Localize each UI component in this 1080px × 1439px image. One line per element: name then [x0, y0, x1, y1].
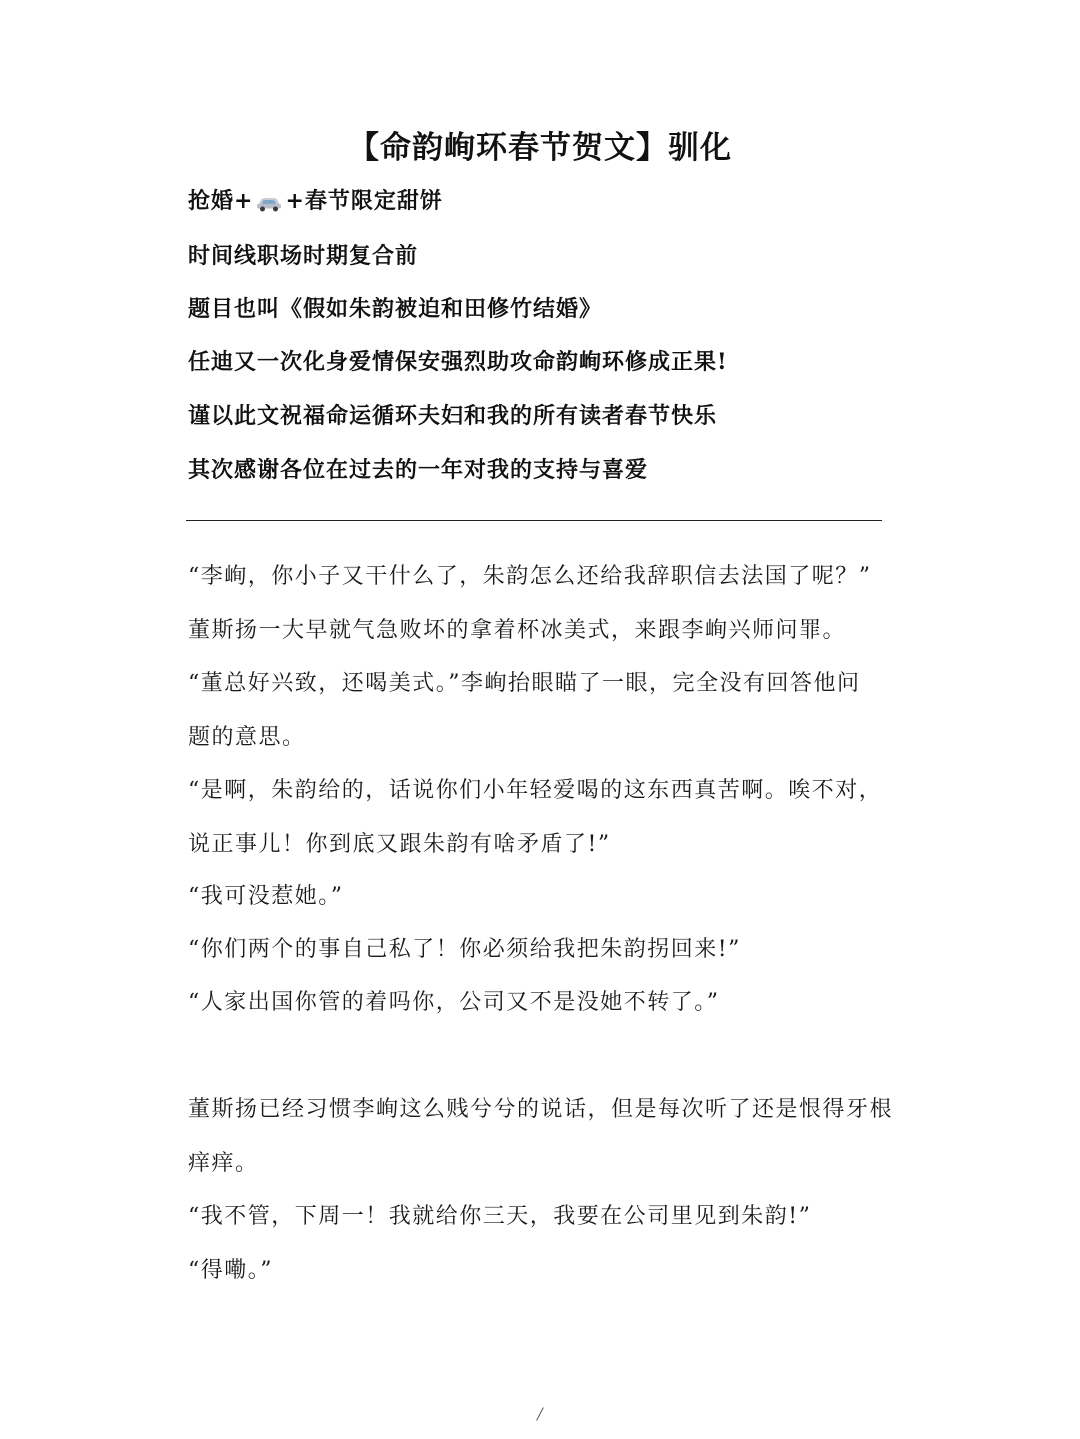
intro-line-3: 题目也叫《假如朱韵被迫和田修竹结婚》 — [188, 296, 603, 322]
body-line-12: “我不管，下周一！我就给你三天，我要在公司里见到朱韵!” — [188, 1204, 812, 1229]
intro-line-5: 谨以此文祝福命运循环夫妇和我的所有读者春节快乐 — [188, 403, 718, 429]
body-line-4: 题的意思。 — [188, 725, 306, 750]
body-line-7: “我可没惹她。” — [188, 884, 344, 909]
body-line-6: 说正事儿！你到底又跟朱韵有啥矛盾了!” — [188, 832, 611, 857]
intro-line-1 — [188, 186, 948, 220]
car-icon — [255, 190, 283, 220]
intro-line-1-prefix: 抢婚+ — [188, 188, 254, 214]
page-number: / — [537, 1404, 543, 1423]
body-line-2: 董斯扬一大早就气急败坏的拿着杯冰美式，来跟李峋兴师问罪。 — [188, 618, 847, 643]
body-line-1: “李峋，你小子又干什么了，朱韵怎么还给我辞职信去法国了呢？” — [188, 564, 872, 589]
body-line-10: 董斯扬已经习惯李峋这么贱兮兮的说话，但是每次听了还是恨得牙根 — [188, 1097, 894, 1122]
body-line-3: “董总好兴致，还喝美式。”李峋抬眼瞄了一眼，完全没有回答他问 — [188, 671, 861, 696]
intro-line-4: 任迪又一次化身爱情保安强烈助攻命韵峋环修成正果! — [188, 349, 728, 375]
article-title: 【命韵峋环春节贺文】驯化 — [348, 130, 732, 166]
section-divider — [186, 520, 882, 521]
intro-line-2: 时间线职场时期复合前 — [188, 243, 419, 269]
intro-line-1-suffix: +春节限定甜饼 — [285, 188, 443, 214]
body-line-8: “你们两个的事自己私了！你必须给我把朱韵拐回来!” — [188, 937, 741, 962]
body-line-11: 痒痒。 — [188, 1151, 259, 1176]
intro-line-6: 其次感谢各位在过去的一年对我的支持与喜爱 — [188, 457, 649, 483]
body-line-13: “得嘞。” — [188, 1258, 273, 1283]
body-line-5: “是啊，朱韵给的，话说你们小年轻爱喝的这东西真苦啊。唉不对， — [188, 778, 883, 803]
body-line-9: “人家出国你管的着吗你，公司又不是没她不转了。” — [188, 990, 720, 1015]
